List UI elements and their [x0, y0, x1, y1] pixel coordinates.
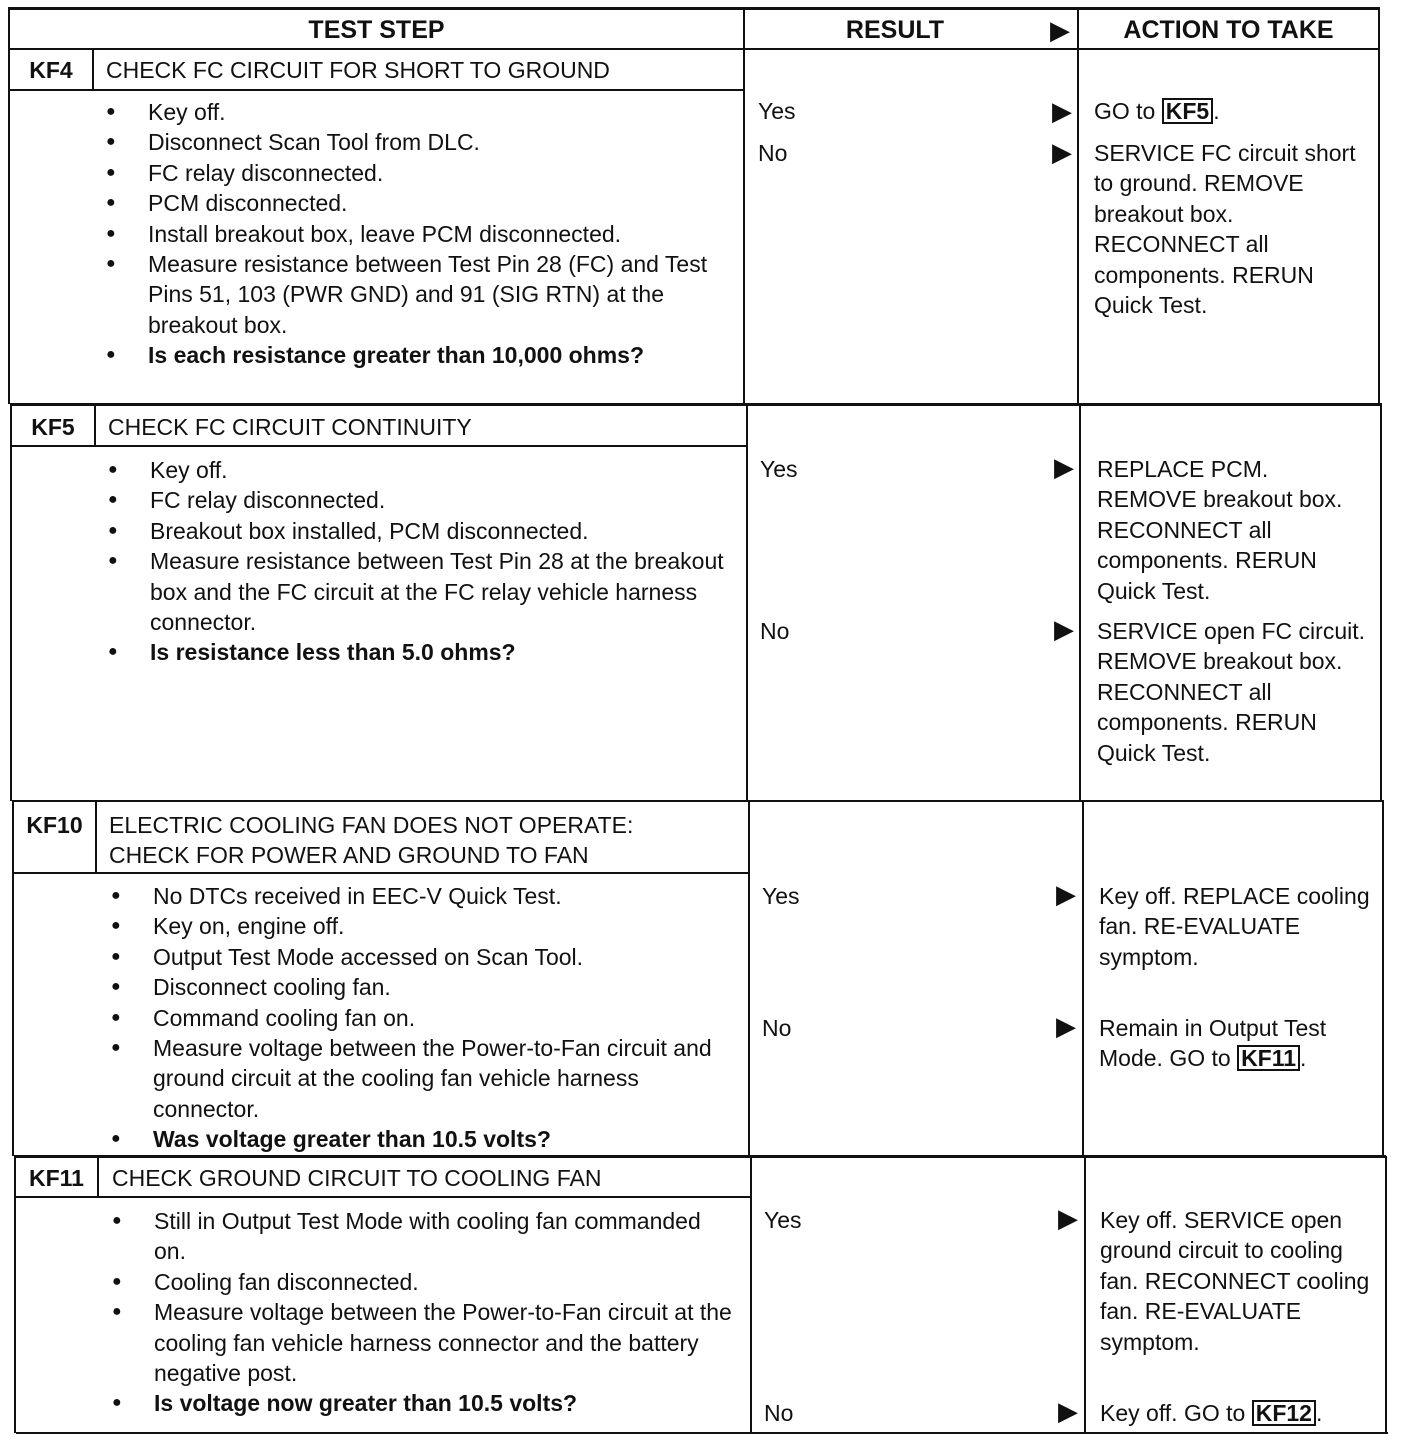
list-item: ● Disconnect cooling fan.	[111, 972, 741, 1002]
step-question: ● Is each resistance greater than 10,000 ohms?	[106, 340, 726, 370]
result-arrow-icon: ▶	[1054, 614, 1074, 644]
action-text: SERVICE FC circuit short to ground. REMOVE breakout box. RECONNECT all components. RERUN Quick Test.	[1094, 140, 1356, 319]
row-divider-kf11	[14, 1155, 1386, 1158]
action-text: Key off. SERVICE open ground circuit to cooling fan. RECONNECT cooling fan. RE-EVALUATE symptom.	[1100, 1207, 1370, 1355]
action-column-border	[1084, 1156, 1086, 1433]
step-reference-box: KF11	[1237, 1045, 1300, 1071]
left-border	[10, 404, 12, 801]
step-checklist	[108, 455, 738, 668]
list-item: ● FC relay disconnected.	[108, 485, 738, 515]
list-item: ● Disconnect Scan Tool from DLC.	[106, 127, 726, 157]
step-question: ● Was voltage greater than 10.5 volts?	[111, 1124, 741, 1154]
list-item: ● Command cooling fan on.	[111, 1003, 741, 1033]
step-checklist	[106, 97, 726, 371]
table-bottom-border	[16, 1432, 1388, 1434]
action-text: Key off. REPLACE cooling fan. RE-EVALUATE symptom.	[1099, 883, 1370, 970]
result-arrow-icon: ▶	[1054, 452, 1074, 482]
right-border	[1385, 1156, 1387, 1433]
step-title: CHECK FC CIRCUIT FOR SHORT TO GROUND	[106, 57, 610, 83]
result-yes: Yes	[760, 456, 798, 482]
list-item: ● Measure voltage between the Power-to-Fan circuit and ground circuit at the cooling fan vehicle harness connector.	[111, 1033, 741, 1124]
result-arrow-icon: ▶	[1052, 137, 1072, 167]
result-arrow-icon: ▶	[1058, 1396, 1078, 1426]
result-yes: Yes	[764, 1207, 802, 1233]
kf5-code-divider	[94, 405, 96, 446]
list-item: ● Measure resistance between Test Pin 28 (FC) and Test Pins 51, 103 (PWR GND) and 91 (SIG RTN) at the breakout box.	[106, 249, 726, 340]
action-column-border	[1079, 404, 1081, 801]
right-border	[1378, 8, 1380, 404]
right-border	[1380, 404, 1382, 801]
list-item: ● Measure resistance between Test Pin 28 at the breakout box and the FC circuit at the FC relay vehicle harness connector.	[108, 546, 738, 637]
header-test-step: TEST STEP	[308, 16, 445, 44]
list-item: ● No DTCs received in EEC-V Quick Test.	[111, 881, 741, 911]
result-no: No	[760, 618, 790, 644]
list-item: ● Key off.	[106, 97, 726, 127]
result-yes: Yes	[762, 883, 800, 909]
result-arrow-icon: ▶	[1056, 1011, 1076, 1041]
list-item: ● Key off.	[108, 455, 738, 485]
row-divider-kf5	[10, 403, 1382, 406]
result-no: No	[764, 1400, 794, 1426]
result-column-border	[743, 8, 745, 404]
action-text: SERVICE open FC circuit. REMOVE breakout box. RECONNECT all components. RERUN Quick Test.	[1097, 618, 1366, 766]
header-result: RESULT	[845, 16, 945, 44]
step-question: ● Is voltage now greater than 10.5 volts?	[112, 1388, 732, 1418]
step-reference-box: KF12	[1252, 1400, 1316, 1426]
kf10-code-divider	[95, 802, 97, 873]
step-reference-box: KF5	[1162, 98, 1213, 124]
right-border	[1382, 801, 1384, 1156]
kf5-title-underline	[12, 445, 747, 447]
step-code: KF11	[29, 1165, 84, 1191]
action-text: Remain in Output Test Mode. GO to KF11 .	[1099, 1015, 1327, 1072]
result-arrow-icon: ▶	[1058, 1203, 1078, 1233]
action-column-border	[1082, 801, 1084, 1156]
step-checklist	[111, 881, 741, 1155]
list-item: ● Breakout box installed, PCM disconnected.	[108, 516, 738, 546]
action-text: REPLACE PCM. REMOVE breakout box. RECONNECT all components. RERUN Quick Test.	[1097, 456, 1343, 604]
result-no: No	[762, 1015, 792, 1041]
list-item: ● Measure voltage between the Power-to-Fan circuit at the cooling fan vehicle harness connector and the battery negative post.	[112, 1297, 732, 1388]
header-action: ACTION TO TAKE	[1123, 16, 1334, 44]
kf10-title-underline	[14, 872, 749, 874]
step-title-line: ELECTRIC COOLING FAN DOES NOT OPERATE:	[109, 812, 634, 838]
list-item: ● FC relay disconnected.	[106, 158, 726, 188]
step-title: CHECK GROUND CIRCUIT TO COOLING FAN	[112, 1165, 602, 1191]
left-border	[12, 801, 14, 1156]
list-item: ● Install breakout box, leave PCM disconnected.	[106, 219, 726, 249]
header-arrow-icon: ▶	[1050, 15, 1070, 45]
kf4-title-underline	[10, 89, 744, 91]
step-question: ● Is resistance less than 5.0 ohms?	[108, 637, 738, 667]
action-text: Key off. GO to KF12 .	[1100, 1400, 1323, 1426]
result-yes: Yes	[758, 98, 796, 124]
step-code: KF10	[26, 812, 83, 838]
step-code: KF5	[31, 414, 75, 440]
list-item: ● PCM disconnected.	[106, 188, 726, 218]
result-arrow-icon: ▶	[1052, 96, 1072, 126]
kf4-code-divider	[92, 49, 94, 90]
result-arrow-icon: ▶	[1056, 879, 1076, 909]
action-text: GO to KF5 .	[1094, 98, 1220, 124]
kf11-title-underline	[16, 1196, 751, 1198]
row-divider-kf10	[12, 800, 1384, 802]
result-column-border	[746, 404, 748, 801]
result-no: No	[758, 140, 788, 166]
list-item: ● Output Test Mode accessed on Scan Tool.	[111, 942, 741, 972]
result-column-border	[748, 801, 750, 1156]
list-item: ● Cooling fan disconnected.	[112, 1267, 732, 1297]
list-item: ● Key on, engine off.	[111, 911, 741, 941]
list-item: ● Still in Output Test Mode with cooling fan commanded on.	[112, 1206, 732, 1267]
step-checklist	[112, 1206, 732, 1419]
action-column-border	[1077, 8, 1079, 404]
step-title: CHECK FC CIRCUIT CONTINUITY	[108, 414, 472, 440]
step-code: KF4	[29, 57, 73, 83]
kf11-code-divider	[97, 1157, 99, 1197]
step-title-line: CHECK FOR POWER AND GROUND TO FAN	[109, 842, 589, 868]
